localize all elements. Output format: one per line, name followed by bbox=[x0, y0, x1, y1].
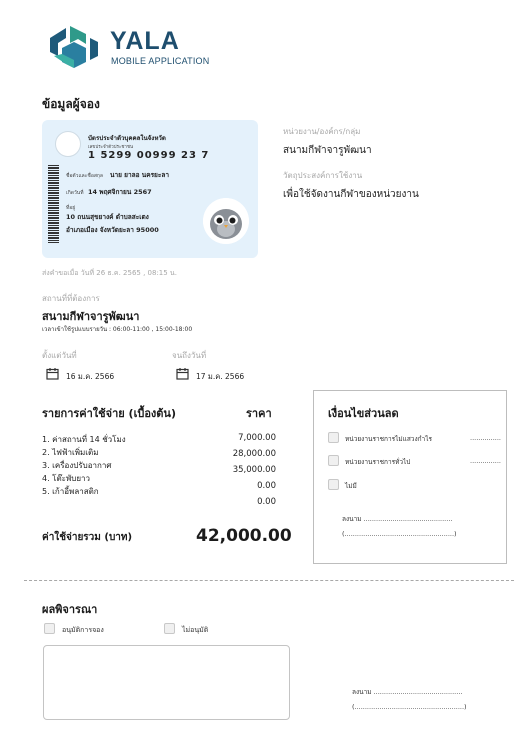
condition-label: หน่วยงานราชการไม่แสวงกำไร bbox=[345, 435, 432, 443]
purpose-label: วัตถุประสงค์การใช้งาน bbox=[283, 171, 363, 180]
card-birth-label: เกิดวันที่ bbox=[66, 190, 84, 196]
card-address-line1: 10 ถนนสุขยางค์ ตำบลสะเตง bbox=[66, 213, 149, 221]
yala-logo-icon bbox=[46, 24, 102, 70]
total-label: ค่าใช้จ่ายรวม (บาท) bbox=[42, 532, 133, 543]
card-birth-value: 14 พฤศจิกายน 2567 bbox=[88, 188, 152, 196]
org-value: สนามกีฬาจารูพัฒนา bbox=[283, 145, 372, 156]
start-date[interactable]: 16 ม.ค. 2566 bbox=[66, 372, 115, 381]
expense-item-label: 3. เครื่องปรับอากาศ bbox=[42, 461, 112, 470]
calendar-icon bbox=[176, 367, 189, 380]
condition-checkbox[interactable] bbox=[328, 432, 339, 443]
card-subtitle: เลขประจำตัวประชาชน bbox=[88, 145, 134, 150]
sent-date: ส่งคำขอเมื่อ วันที่ 26 ธ.ค. 2565 , 08:15 น. bbox=[42, 269, 177, 277]
logo-subtitle: MOBILE APPLICATION bbox=[111, 56, 210, 66]
expense-item-label: 2. ไฟฟ้าเพิ่มเติม bbox=[42, 448, 99, 457]
condition-label: หน่วยงานราชการทั่วไป bbox=[345, 458, 411, 466]
expense-item-price: 7,000.00 bbox=[238, 433, 276, 443]
price-header: ราคา bbox=[246, 407, 272, 420]
dashed-divider bbox=[24, 580, 514, 581]
end-date-label: จนถึงวันที่ bbox=[172, 351, 207, 360]
purpose-value: เพื่อใช้จัดงานกีฬาของหน่วยงาน bbox=[283, 189, 419, 200]
card-id-number: 1 5299 00999 23 7 bbox=[88, 150, 210, 161]
card-address-line2: อำเภอเมือง จังหวัดยะลา 95000 bbox=[66, 226, 159, 234]
card-name-label: ชื่อตัวและชื่อสกุล bbox=[66, 173, 103, 179]
expense-item-label: 1. ค่าสถานที่ 14 ชั่วโมง bbox=[42, 435, 126, 444]
consideration-title: ผลพิจารณา bbox=[42, 603, 98, 616]
condition-dots: ............... bbox=[470, 457, 501, 465]
card-title: บัตรประจำตัวบุคคลในจังหวัด bbox=[88, 135, 166, 142]
expense-item-price: 0.00 bbox=[257, 497, 276, 507]
venue-label: สถานที่ที่ต้องการ bbox=[42, 294, 100, 303]
expense-item-price: 28,000.00 bbox=[232, 449, 276, 459]
approve-label: อนุมัติการจอง bbox=[62, 626, 104, 634]
barcode-icon bbox=[48, 165, 59, 243]
card-address-label: ที่อยู่ bbox=[66, 205, 76, 211]
conditions-sign-paren: (.....................................................) bbox=[342, 530, 457, 538]
expenses-title: รายการค่าใช้จ่าย (เบื้องต้น) bbox=[42, 407, 176, 420]
end-date[interactable]: 17 ม.ค. 2566 bbox=[196, 372, 245, 381]
booker-section-title: ข้อมูลผู้จอง bbox=[42, 97, 100, 111]
consideration-sign-paren: (.....................................................) bbox=[352, 703, 467, 711]
calendar-icon bbox=[46, 367, 59, 380]
logo-name: YALA bbox=[110, 27, 180, 55]
org-label: หน่วยงาน/องค์กร/กลุ่ม bbox=[283, 127, 361, 136]
expense-item-label: 5. เก้าอี้พลาสติก bbox=[42, 487, 99, 496]
approve-checkbox[interactable] bbox=[44, 623, 55, 634]
condition-checkbox[interactable] bbox=[328, 455, 339, 466]
reject-checkbox[interactable] bbox=[164, 623, 175, 634]
venue-name: สนามกีฬาจารูพัฒนา bbox=[42, 310, 140, 323]
owl-mascot-icon bbox=[203, 198, 249, 244]
start-date-label: ตั้งแต่วันที่ bbox=[42, 351, 77, 360]
condition-dots: ............... bbox=[470, 434, 501, 442]
expense-item-price: 35,000.00 bbox=[232, 465, 276, 475]
expense-item-price: 0.00 bbox=[257, 481, 276, 491]
card-emblem bbox=[55, 131, 81, 157]
conditions-title: เงื่อนไขส่วนลด bbox=[328, 407, 399, 420]
venue-hours: เวลาเข้าใช้รูปแบบรายวัน : 06:00-11:00 , 15:00-18:00 bbox=[42, 326, 193, 333]
conditions-sign-label: ลงนาม ........................................... bbox=[342, 515, 453, 523]
total-value: 42,000.00 bbox=[196, 526, 292, 546]
condition-checkbox[interactable] bbox=[328, 479, 339, 490]
consideration-notes-textarea[interactable] bbox=[43, 645, 290, 720]
card-name-value: นาย ยาลอ นครยะลา bbox=[110, 171, 169, 179]
consideration-sign-label: ลงนาม ........................................... bbox=[352, 688, 463, 696]
condition-label: ไม่มี bbox=[345, 482, 357, 490]
reject-label: ไม่อนุมัติ bbox=[182, 626, 209, 634]
expense-item-label: 4. โต๊ะพับยาว bbox=[42, 474, 90, 483]
